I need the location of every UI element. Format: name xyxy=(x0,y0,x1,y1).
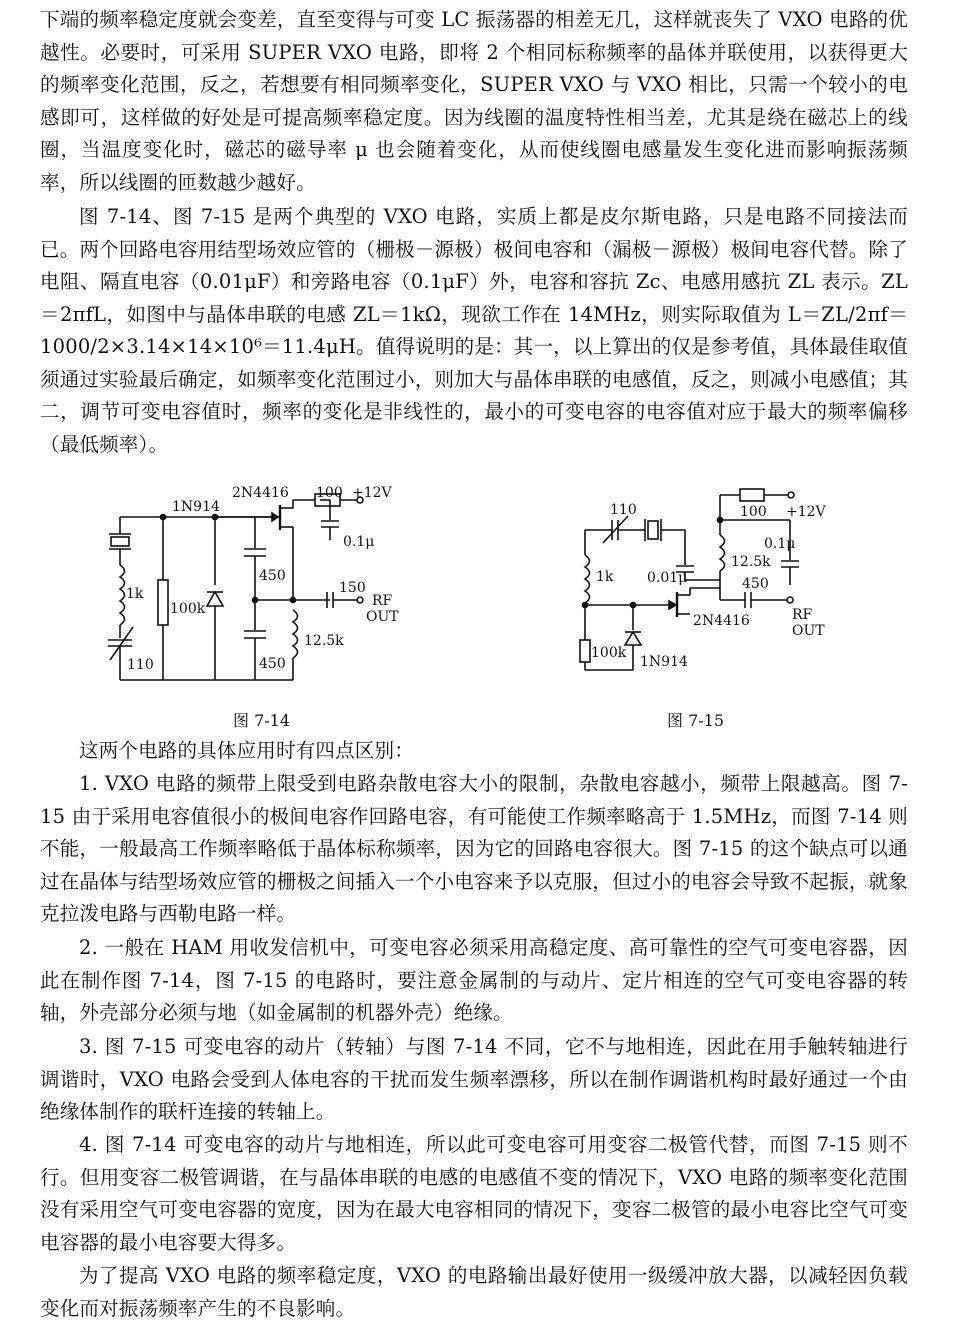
label-2n4416: 2N4416 xyxy=(232,485,289,501)
paragraph-2: 图 7-14、图 7-15 是两个典型的 VXO 电路，实质上都是皮尔斯电路，只是电路不同接法而已。两个回路电容用结型场效应管的（栅极－源极）极间电容和（漏极－源极）极间电容代替。除了电阻、隔直电容（0.01μF）和旁路电容（0.1μF）外，电容和容抗 Zc、电感用感抗 ZL 表示。ZL＝2πfL，如图中与晶体串联的电感 ZL＝1kΩ，现欲工作在 14MHz，则实际取值为 L＝ZL/2πf＝1000/2×3.14×14×10⁶＝11.4μH。值得说明的是：其一，以上算出的仅是参考值，具体最佳取值须通过实验最后确定，如频率变化范围过小，则加大与晶体串联的电感值，反之，则减小电感值；其二，调节可变电容值时，频率的变化是非线性的，最小的可变电容的电容值对应于最大的频率偏移（最低频率）。 xyxy=(40,205,908,456)
label-vcc: +12V xyxy=(786,504,826,520)
label-out: OUT xyxy=(366,609,399,625)
label-out: OUT xyxy=(792,623,825,639)
figure-7-15 xyxy=(570,478,840,678)
label-100k: 100k xyxy=(170,601,206,617)
label-c450: 450 xyxy=(742,576,769,592)
label-c450a: 450 xyxy=(259,568,286,584)
label-110: 110 xyxy=(127,657,154,673)
label-2n4416: 2N4416 xyxy=(693,613,750,629)
label-110: 110 xyxy=(610,502,637,518)
inductor-12-5k xyxy=(720,535,725,571)
paragraph-8: 为了提高 VXO 电路的频率稳定度，VXO 的电路输出最好使用一级缓冲放大器，以减轻因负载变化而对振荡频率产生的不良影响。 xyxy=(40,1264,908,1320)
label-rf: RF xyxy=(792,607,813,623)
paragraph-5: 2. 一般在 HAM 用收发信机中，可变电容必须采用高稳定度、高可靠性的空气可变电容器，因此在制作图 7-14，图 7-15 的电路时，要注意金属制的与动片、定片相连的空气可变电容器的转轴，外壳部分必须与地（如金属制的机器外壳）绝缘。 xyxy=(40,936,908,1024)
label-c01: 0.1μ xyxy=(764,536,796,552)
resistor-100k xyxy=(158,580,168,625)
paragraph-4: 1. VXO 电路的频带上限受到电路杂散电容大小的限制，杂散电容越小，频带上限越高。图 7-15 由于采用电容值很小的极间电容作回路电容，有可能使工作频率略高于 1.5MHz，而图 7-14 则不能，一般最高工作频率略低于晶体标称频率，因为它的回路电容很大。图 7-15 的这个缺点可以通过在晶体与结型场效应管的栅极之间插入一个小电容来予以克服，但过小的电容会导致不起振，就象克拉泼电路与西勒电路一样。 xyxy=(40,772,908,925)
crystal xyxy=(111,537,129,546)
figure-7-14 xyxy=(95,478,425,703)
crystal xyxy=(648,521,658,539)
label-r100: 100 xyxy=(740,504,767,520)
inductor-1k xyxy=(120,565,125,625)
paragraph-1: 下端的频率稳定度就会变差，直至变得与可变 LC 振荡器的相差无几，这样就丧失了 VXO 电路的优越性。必要时，可采用 SUPER VXO 电路，即将 2 个相同标称频率的晶体并联使用，以获得更大的频率变化范围，反之，若想要有相同频率变化，SUPER VXO 与 VXO 相比，只需一个较小的电感即可，这样做的好处是可提高频率稳定度。因为线圈的温度特性相当差，尤其是绕在磁芯上的线圈，当温度变化时，磁芯的磁导率 μ 也会随着变化，从而使线圈电感量发生变化进而影响振荡频率，所以线圈的匝数越少越好。 xyxy=(40,8,908,194)
diode xyxy=(207,592,223,606)
resistor-100k xyxy=(580,640,590,662)
label-100k: 100k xyxy=(591,645,627,661)
label-c450b: 450 xyxy=(259,656,286,672)
paragraph-6: 3. 图 7-15 可变电容的动片（转轴）与图 7-14 不同，它不与地相连，因此在用手触转轴进行调谐时，VXO 电路会受到人体电容的干扰而发生频率漂移，所以在制作调谐机构时最好通过一个由绝缘体制作的联杆连接的转轴上。 xyxy=(40,1035,908,1123)
paragraph-3: 这两个电路的具体应用时有四点区别： xyxy=(79,739,414,762)
label-c150: 150 xyxy=(339,580,366,596)
label-12-5k: 12.5k xyxy=(731,554,771,570)
paragraph-7: 4. 图 7-14 可变电容的动片与地相连，所以此可变电容可用变容二极管代替，而图 7-15 则不行。但用变容二极管调谐，在与晶体串联的电感的电感值不变的情况下，VXO 电路的频率变化范围没有采用空气可变电容器的宽度，因为在最大电容相同的情况下，变容二极管的最小电容比空气可变电容器的最小电容要大得多。 xyxy=(40,1133,908,1254)
label-vcc: +12V xyxy=(352,485,392,501)
label-c01: 0.1μ xyxy=(343,534,375,550)
label-r100: 100 xyxy=(316,485,343,501)
caption-7-14: 图 7-14 xyxy=(233,711,291,730)
label-c001: 0.01μ xyxy=(647,570,688,586)
label-1k: 1k xyxy=(596,569,614,585)
label-12-5k: 12.5k xyxy=(304,633,344,649)
label-1n914: 1N914 xyxy=(640,654,688,670)
label-rf: RF xyxy=(372,593,393,609)
resistor-100 xyxy=(740,489,764,501)
label-1k: 1k xyxy=(126,586,144,602)
caption-7-15: 图 7-15 xyxy=(667,711,725,730)
label-1n914: 1N914 xyxy=(172,499,220,515)
diode xyxy=(625,632,641,645)
inductor-12-5k xyxy=(293,610,298,658)
inductor-1k xyxy=(585,555,590,603)
